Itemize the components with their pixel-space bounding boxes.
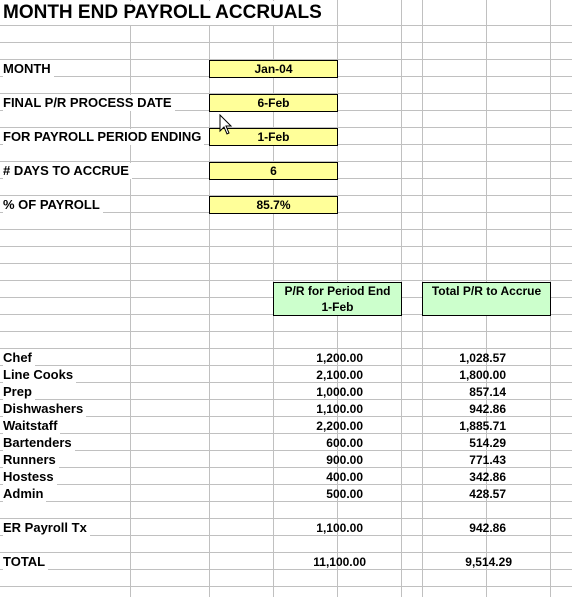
row-label-er-payroll-tax: ER Payroll Tx <box>3 520 90 536</box>
mouse-pointer-icon <box>219 114 233 136</box>
row-divider <box>0 348 572 349</box>
pr-value-prep[interactable]: 1,000.00 <box>316 385 363 399</box>
accrue-value-dishwashers[interactable]: 942.86 <box>469 402 506 416</box>
accrue-value-er-payroll-tax[interactable]: 942.86 <box>469 521 506 535</box>
pr-value-er-payroll-tax[interactable]: 1,100.00 <box>316 521 363 535</box>
row-divider <box>0 518 572 519</box>
accrue-value-waitstaff[interactable]: 1,885.71 <box>459 419 506 433</box>
pr-value-admin[interactable]: 500.00 <box>326 487 363 501</box>
row-divider <box>0 25 572 26</box>
pr-value-dishwashers[interactable]: 1,100.00 <box>316 402 363 416</box>
row-label-waitstaff: Waitstaff <box>3 418 60 434</box>
pr-period-header-cell[interactable] <box>273 282 402 316</box>
column-divider <box>209 0 210 597</box>
row-label-prep: Prep <box>3 384 35 400</box>
pr-value-hostess[interactable]: 400.00 <box>326 470 363 484</box>
accrue-value-hostess[interactable]: 342.86 <box>469 470 506 484</box>
accrue-value-admin[interactable]: 428.57 <box>469 487 506 501</box>
row-label-chef: Chef <box>3 350 35 366</box>
total-accrue-header-cell[interactable] <box>422 282 551 316</box>
final-process-date-cell[interactable]: 6-Feb <box>209 94 338 112</box>
total-accrue-header-text: Total P/R to Accrue <box>431 284 542 298</box>
row-divider <box>0 246 572 247</box>
label-days-to-accrue: # DAYS TO ACCRUE <box>3 163 132 179</box>
pr-period-header-line1: P/R for Period End <box>284 284 391 298</box>
row-divider <box>0 280 572 281</box>
row-divider <box>0 552 572 553</box>
row-label-dishwashers: Dishwashers <box>3 401 86 417</box>
percent-of-payroll-cell[interactable]: 85.7% <box>209 196 338 214</box>
sheet-title: MONTH END PAYROLL ACCRUALS <box>3 2 322 23</box>
label-period-ending: FOR PAYROLL PERIOD ENDING <box>3 129 204 145</box>
row-label-admin: Admin <box>3 486 46 502</box>
days-to-accrue-cell[interactable]: 6 <box>209 162 338 180</box>
label-percent-of-payroll: % OF PAYROLL <box>3 197 103 213</box>
row-label-hostess: Hostess <box>3 469 57 485</box>
row-divider <box>0 229 572 230</box>
label-month: MONTH <box>3 61 54 77</box>
pr-period-header-line2: 1-Feb <box>321 300 354 314</box>
pr-value-waitstaff[interactable]: 2,200.00 <box>316 419 363 433</box>
pr-value-chef[interactable]: 1,200.00 <box>316 351 363 365</box>
row-label-runners: Runners <box>3 452 59 468</box>
row-label-line-cooks: Line Cooks <box>3 367 76 383</box>
accrue-value-runners[interactable]: 771.43 <box>469 453 506 467</box>
column-divider <box>130 0 131 597</box>
pr-value-total[interactable]: 11,100.00 <box>313 555 366 569</box>
accrue-value-total[interactable]: 9,514.29 <box>465 555 512 569</box>
pr-value-bartenders[interactable]: 600.00 <box>326 436 363 450</box>
pr-value-runners[interactable]: 900.00 <box>326 453 363 467</box>
row-divider <box>0 331 572 332</box>
row-label-total: TOTAL <box>3 554 48 570</box>
month-input-cell[interactable]: Jan-04 <box>209 60 338 78</box>
row-label-bartenders: Bartenders <box>3 435 75 451</box>
accrue-value-bartenders[interactable]: 514.29 <box>469 436 506 450</box>
accrue-value-chef[interactable]: 1,028.57 <box>459 351 506 365</box>
row-divider <box>0 263 572 264</box>
accrue-value-line-cooks[interactable]: 1,800.00 <box>459 368 506 382</box>
label-final-process-date: FINAL P/R PROCESS DATE <box>3 95 175 111</box>
pr-value-line-cooks[interactable]: 2,100.00 <box>316 368 363 382</box>
period-ending-cell[interactable]: 1-Feb <box>209 128 338 146</box>
accrue-value-prep[interactable]: 857.14 <box>469 385 506 399</box>
row-divider <box>0 42 572 43</box>
row-divider <box>0 586 572 587</box>
